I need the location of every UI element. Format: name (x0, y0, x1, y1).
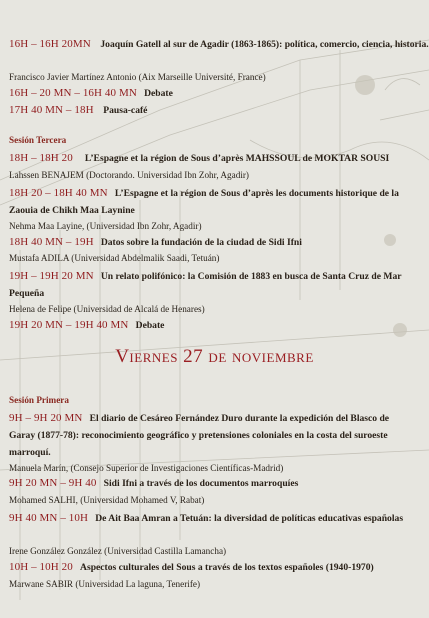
section-heading: Sesión Primera (9, 395, 69, 405)
session-time: 16H – 20 MN – 16H 40 MN (9, 87, 137, 99)
session-time: 18H 40 MN – 19H (9, 236, 94, 248)
session-line (9, 236, 302, 249)
day-heading: Viernes 27 de noviembre (115, 346, 314, 367)
session-time: 18H – 18H 20 (9, 152, 73, 164)
speaker: Mustafa ADILA (Universidad Abdelmalik Saadi, Tetuán) (9, 253, 220, 263)
section-heading: Sesión Tercera (9, 135, 67, 145)
session-title: Debate (144, 88, 173, 99)
session-line (9, 477, 298, 490)
session-title: Debate (135, 320, 165, 331)
session-line (9, 268, 413, 302)
session-time: 18H 20 – 18H 40 MN (9, 187, 108, 199)
session-title: De Ait Baa Amran a Tetuán: la diversidad de políticas educativas españolas (95, 513, 404, 524)
speaker: Marwane SABIR (Universidad La laguna, Tenerife) (9, 579, 201, 589)
session-title: El diario de Cesáreo Fernández Duro durante la expedición del Blasco de Garay (1877-78): reconocimiento geográfico y pretensiones coloniales en la costa del suroeste marroquí. (9, 413, 390, 458)
session-title: L’Espagne et la région de Sous d’après MAHSSOUL de MOKTAR SOUSI (84, 153, 390, 164)
session-line (9, 410, 413, 461)
session-title: Aspectos culturales del Sous a través de los textos españoles (1940-1970) (80, 562, 374, 573)
session-line (9, 561, 374, 574)
session-line (9, 510, 413, 527)
session-title: Sidi Ifni a través de los documentos marroquíes (103, 478, 299, 489)
session-title: Pausa-café (103, 105, 148, 116)
speaker: Mohamed SALHI, (Universidad Mohamed V, Rabat) (9, 495, 205, 505)
session-line (9, 87, 173, 100)
session-time: 10H – 10H 20 (9, 561, 73, 573)
session-line (9, 319, 164, 332)
speaker: Francisco Javier Martínez Antonio (Aix Marseille Université, France) (9, 72, 266, 82)
session-time: 9H 20 MN – 9H 40 (9, 477, 97, 489)
session-time: 16H – 16H 20MN (9, 38, 91, 50)
session-title: Joaquín Gatell al sur de Agadir (1863-1865): política, comercio, ciencia, historia. (100, 39, 429, 50)
speaker: Nehma Maa Layine, (Universidad Ibn Zohr, Agadir) (9, 221, 202, 231)
session-line (9, 38, 429, 51)
session-line (9, 152, 389, 165)
speaker: Manuela Marín, (Consejo Superior de Investigaciones Científicas-Madrid) (9, 463, 284, 473)
session-time: 19H 20 MN – 19H 40 MN (9, 319, 129, 331)
session-title: L’Espagne et la région de Sous d’après les documents historique de la Zaouia de Chikh Maa Laynine (9, 188, 399, 216)
session-title: Datos sobre la fundación de la ciudad de Sidi Ifni (100, 237, 302, 248)
speaker: Irene González González (Universidad Castilla Lamancha) (9, 546, 227, 556)
session-title: Un relato polifónico: la Comisión de 1883 en busca de Santa Cruz de Mar Pequeña (9, 271, 402, 299)
session-time: 9H 40 MN – 10H (9, 512, 89, 524)
session-time: 9H – 9H 20 MN (9, 412, 83, 424)
session-time: 17H 40 MN – 18H (9, 104, 94, 116)
session-line (9, 104, 147, 117)
session-line (9, 185, 413, 219)
speaker: Helena de Felipe (Universidad de Alcalá de Henares) (9, 304, 205, 314)
session-time: 19H – 19H 20 MN (9, 270, 94, 282)
speaker: Lahssen BENAJEM (Doctorando. Universidad Ibn Zohr, Agadir) (9, 170, 249, 180)
